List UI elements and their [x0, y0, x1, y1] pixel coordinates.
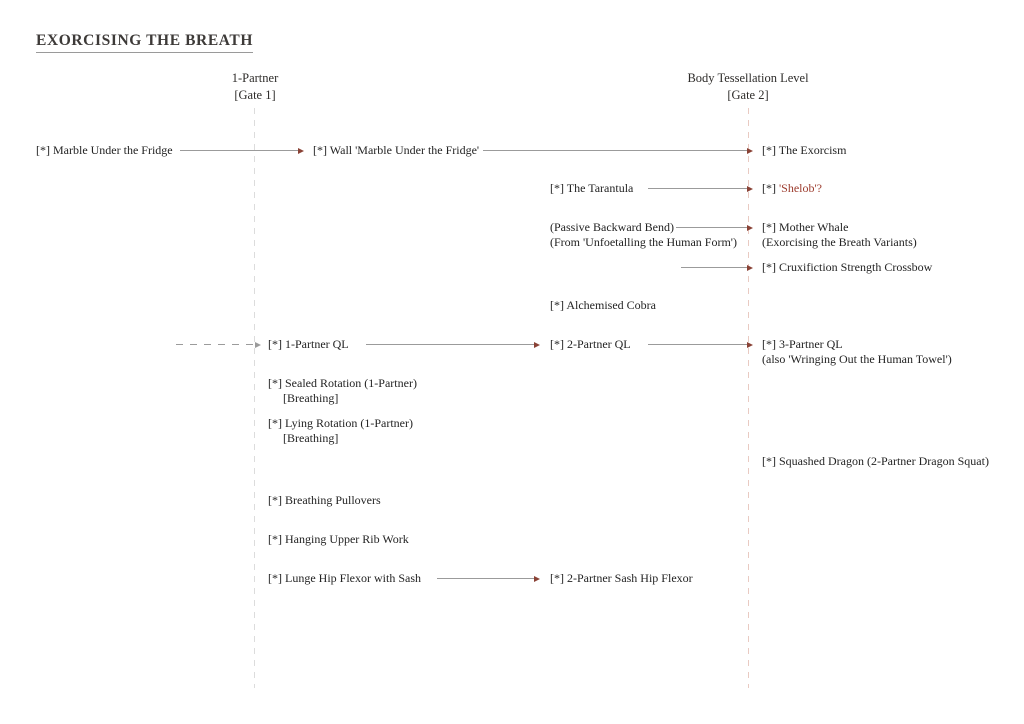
arrow-tarantula-to-shelob	[648, 188, 747, 189]
node-breathing-pullovers: [*] Breathing Pullovers	[268, 493, 381, 507]
shelob-prefix: [*]	[762, 181, 776, 195]
arrow-to-cruxifiction-crossbow	[681, 267, 747, 268]
node-mother-whale	[762, 220, 917, 250]
node-passive-backward-bend	[550, 220, 737, 250]
gate2-dashed-line	[748, 108, 749, 688]
node-1-partner-ql: [*] 1-Partner QL	[268, 337, 349, 351]
column-header-gate2	[640, 70, 856, 104]
node-2-partner-sash-hip-flexor: [*] 2-Partner Sash Hip Flexor	[550, 571, 693, 585]
node-shelob	[762, 181, 822, 196]
gate1-label: [Gate 1]	[234, 88, 276, 102]
gate1-dashed-line	[254, 108, 255, 688]
3-partner-ql-line2: (also 'Wringing Out the Human Towel')	[762, 352, 952, 366]
node-wall-marble-under-the-fridge: [*] Wall 'Marble Under the Fridge'	[313, 143, 480, 157]
node-alchemised-cobra: [*] Alchemised Cobra	[550, 298, 656, 312]
node-lunge-hip-flexor-with-sash: [*] Lunge Hip Flexor with Sash	[268, 571, 421, 585]
node-sealed-rotation	[268, 376, 417, 406]
node-2-partner-ql: [*] 2-Partner QL	[550, 337, 631, 351]
passive-backward-bend-line2: (From 'Unfoetalling the Human Form')	[550, 235, 737, 249]
node-3-partner-ql	[762, 337, 952, 367]
passive-backward-bend-line1: (Passive Backward Bend)	[550, 220, 674, 234]
arrow-marble-to-wall-marble	[180, 150, 298, 151]
shelob-label: 'Shelob'?	[779, 181, 822, 195]
arrow-backward-bend-to-mother-whale	[676, 227, 747, 228]
3-partner-ql-line1: [*] 3-Partner QL	[762, 337, 843, 351]
arrow-2ql-to-3ql	[648, 344, 747, 345]
arrow-lunge-to-2-partner-sash	[437, 578, 534, 579]
node-the-tarantula: [*] The Tarantula	[550, 181, 634, 195]
arrow-dashed-into-1-partner-ql	[176, 344, 255, 345]
node-cruxifiction-strength-crossbow: [*] Cruxifiction Strength Crossbow	[762, 260, 933, 274]
node-marble-under-the-fridge: [*] Marble Under the Fridge	[36, 143, 173, 157]
node-lying-rotation	[268, 416, 413, 446]
page-title: EXORCISING THE BREATH	[36, 32, 253, 53]
lying-rotation-line2: [Breathing]	[283, 431, 339, 445]
gate2-label: [Gate 2]	[727, 88, 769, 102]
lying-rotation-line1: [*] Lying Rotation (1-Partner)	[268, 416, 413, 430]
sealed-rotation-line1: [*] Sealed Rotation (1-Partner)	[268, 376, 417, 390]
node-the-exorcism: [*] The Exorcism	[762, 143, 847, 157]
mother-whale-line2: (Exorcising the Breath Variants)	[762, 235, 917, 249]
node-hanging-upper-rib-work: [*] Hanging Upper Rib Work	[268, 532, 409, 546]
arrow-wall-marble-to-exorcism	[483, 150, 747, 151]
node-squashed-dragon: [*] Squashed Dragon (2-Partner Dragon Squat)	[762, 454, 989, 468]
column-header-gate1	[175, 70, 335, 104]
gate1-name: 1-Partner	[231, 71, 279, 85]
mother-whale-line1: [*] Mother Whale	[762, 220, 849, 234]
gate2-name: Body Tessellation Level	[687, 71, 809, 85]
arrow-1ql-to-2ql	[366, 344, 534, 345]
sealed-rotation-line2: [Breathing]	[283, 391, 339, 405]
